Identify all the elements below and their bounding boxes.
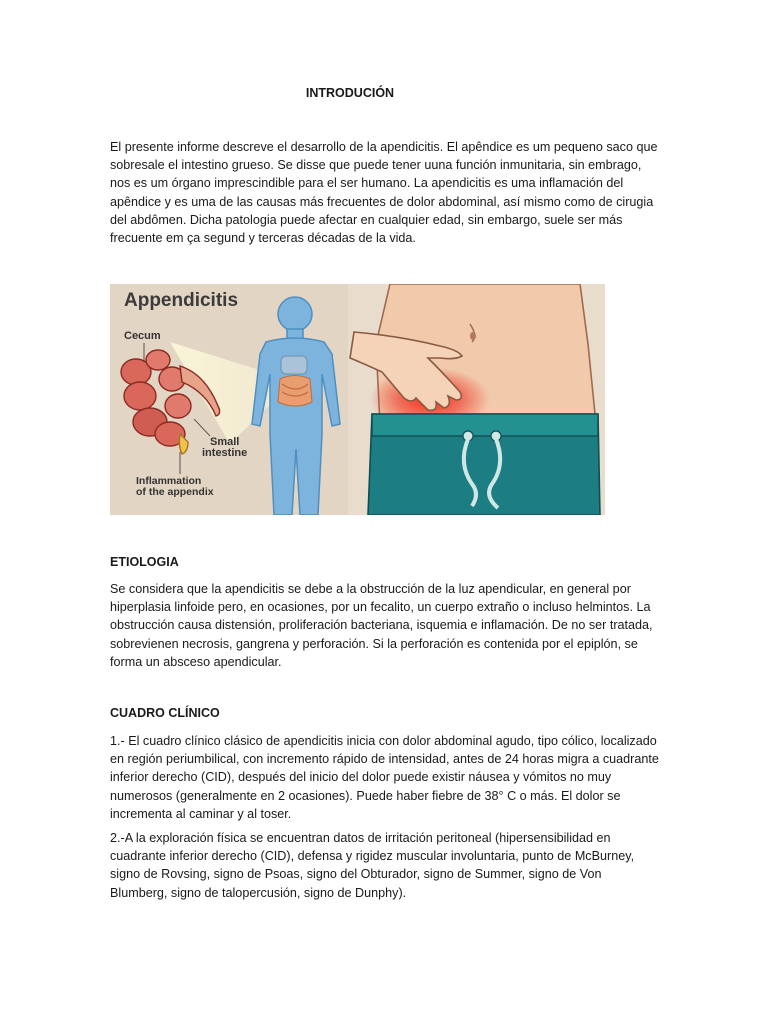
label-small-1: Small — [210, 436, 240, 448]
etiologia-heading: ETIOLOGIA — [110, 555, 179, 569]
etiologia-paragraph: Se considera que la apendicitis se debe a la obstrucción de la luz apendicular, en general por hiperplasia linfoide pero, en ocasiones, por un fecalito, un cuerpo extraño o incluso helmintos. La obstrucción causa distensión, proliferación bacteriana, isquemia e inflamación. De no ser tratada, sobrevienen necrosis, gangrena y perforación. Si la perforación es contenida por el epiplón, se forma un absceso apendicular. — [110, 582, 653, 669]
appendicitis-illustration — [110, 284, 605, 515]
intro-paragraph: El presente informe descreve el desarrollo de la apendicitis. El apêndice es um pequeno saco que sobresale el intestino grueso. Se disse que puede tener uuna función inmunitaria, sin embrago, nos es um órgano imprescindible para el ser humano. La apendicitis es uma inflamación del apêndice y es uma de las causas más frecuentes de dolor abdominal, así mismo como de cirugia del abdômen. Dicha patologia puede afectar en cualquier edad, sin embargo, suele ser más frecuente em ça segund y terceras décadas de la vida. — [110, 140, 658, 246]
cuadro-paragraph-2: 2.-A la exploración física se encuentran datos de irritación peritoneal (hipersensibilidad en cuadrante inferior derecho (CID), defensa y rigidez muscular involuntaria, punto de McBurney, signo de Rovsing, signo de Psoas, signo del Obturador, signo de Summer, signo de Von Blumberg, signo de talopercusión, signo de Dunphy). — [110, 831, 635, 900]
torso-organs — [278, 356, 312, 406]
figure-title: Appendicitis — [124, 290, 239, 311]
label-infl-1: Inflammation — [136, 475, 202, 487]
appendicitis-svg — [110, 284, 605, 515]
cuadro-heading: CUADRO CLÍNICO — [110, 706, 220, 720]
label-small-2: intestine — [202, 447, 248, 459]
label-cecum: Cecum — [124, 330, 161, 342]
label-infl-2: of the appendix — [136, 486, 214, 498]
page-title: INTRODUCIÓN — [305, 86, 395, 100]
abdomen-closeup — [350, 284, 600, 515]
cuadro-paragraph-1: 1.- El cuadro clínico clásico de apendicitis inicia con dolor abdominal agudo, tipo cólico, localizado en región periumbilical, con incremento rápido de intensidad, antes de 24 horas migra a cuadrante inferior derecho (CID), después del inicio del dolor puede existir náusea y vómitos no muy numerosos (generalmente en 2 ocasiones). Puede haber fiebre de 38° C o más. El dolor se incrementa al caminar y al toser. — [110, 734, 659, 821]
